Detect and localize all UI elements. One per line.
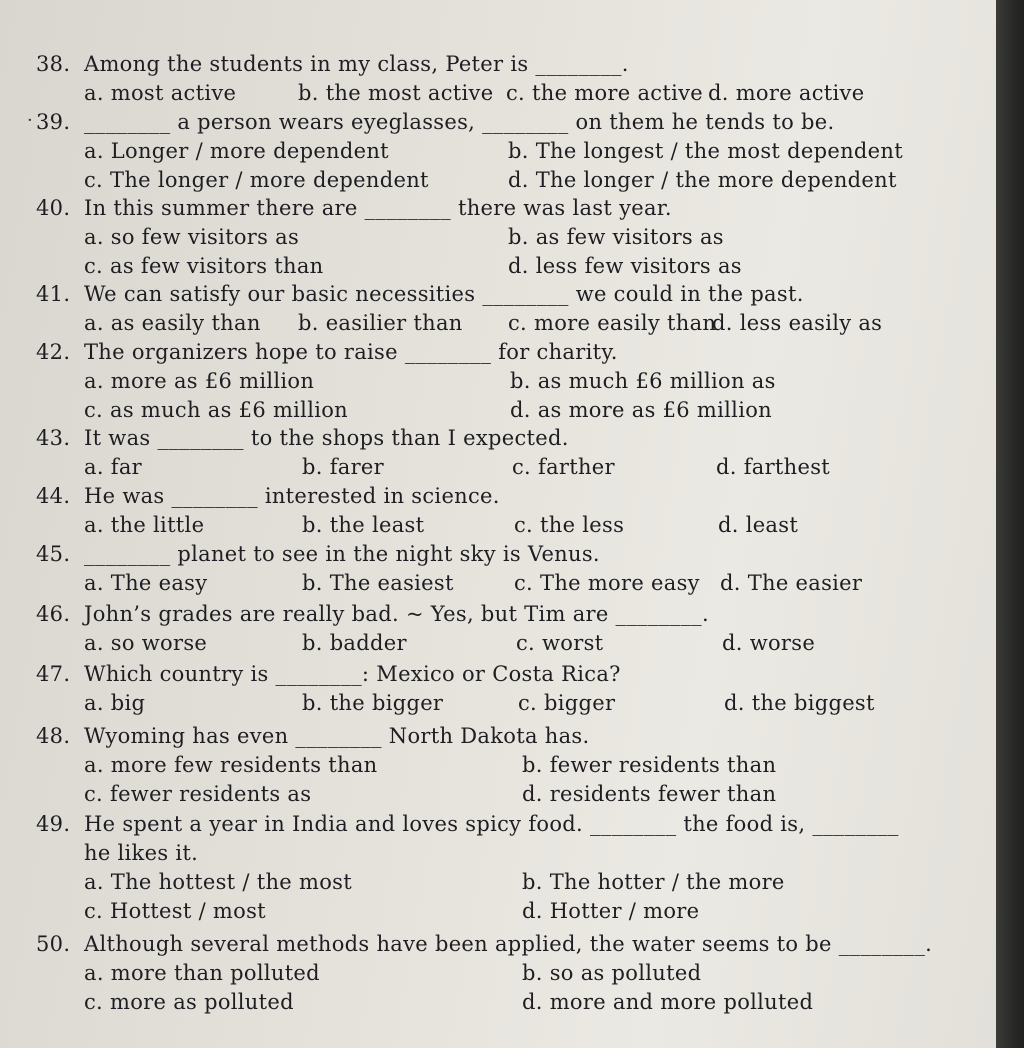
question-stem: We can satisfy our basic necessities ________ we could in the past. [84,282,804,306]
option-c: c. as much as £6 million [84,398,348,422]
option-b: b. the bigger [302,691,444,715]
option-a: a. as easily than [84,311,261,335]
option-a: a. big [84,691,146,715]
question-47 [36,660,956,718]
question-number: 45. [36,542,71,566]
question-stem-continued: he likes it. [84,841,199,865]
option-b: b. so as polluted [522,961,702,985]
question-number: 38. [36,52,71,76]
question-39 [36,108,956,195]
option-a: a. more few residents than [84,753,378,777]
question-number: 40. [36,196,71,220]
option-b: b. the least [302,513,425,537]
option-a: a. The hottest / the most [84,870,352,894]
option-b: b. the most active [298,81,494,105]
option-d: d. more and more polluted [522,990,814,1014]
question-stem: Wyoming has even ________ North Dakota has. [84,724,590,748]
question-number: 43. [36,426,71,450]
option-d: d. The longer / the more dependent [508,168,897,192]
option-a: a. most active [84,81,237,105]
option-b: b. farer [302,455,384,479]
option-c: c. the more active [506,81,704,105]
question-number: 39. [36,110,71,134]
question-number: 50. [36,932,71,956]
question-stem: He spent a year in India and loves spicy food. ________ the food is, ________ [84,812,899,836]
question-44 [36,482,956,540]
option-d: d. Hotter / more [522,899,700,923]
option-a: a. the little [84,513,205,537]
option-b: b. fewer residents than [522,753,777,777]
option-c: c. The more easy [514,571,700,595]
question-number: 49. [36,812,71,836]
question-48 [36,722,956,809]
question-stem: Which country is ________: Mexico or Costa Rica? [84,662,621,686]
option-c: c. as few visitors than [84,254,324,278]
question-41 [36,280,956,338]
question-number: 41. [36,282,71,306]
option-a: a. so worse [84,631,208,655]
question-43 [36,424,956,482]
option-a: a. Longer / more dependent [84,139,389,163]
option-a: a. more as £6 million [84,369,315,393]
option-d: d. farthest [716,455,831,479]
question-38 [36,50,956,108]
question-stem: Although several methods have been applied, the water seems to be ________. [84,932,933,956]
question-stem: Among the students in my class, Peter is ________. [84,52,629,76]
option-b: b. easilier than [298,311,463,335]
question-number: 47. [36,662,71,686]
option-c: c. bigger [518,691,616,715]
option-d: d. residents fewer than [522,782,777,806]
question-49 [36,810,956,926]
question-40 [36,194,956,281]
question-stem: He was ________ interested in science. [84,484,500,508]
option-d: d. less few visitors as [508,254,742,278]
option-a: a. more than polluted [84,961,320,985]
question-stem: In this summer there are ________ there was last year. [84,196,672,220]
option-b: b. as much £6 million as [510,369,776,393]
margin-dot: · [27,110,33,131]
question-stem: ________ a person wears eyeglasses, ________ on them he tends to be. [84,110,835,134]
option-d: d. the biggest [724,691,875,715]
option-d: d. more active [708,81,865,105]
option-b: b. The easiest [302,571,454,595]
question-45 [36,540,956,598]
option-b: b. as few visitors as [508,225,724,249]
option-a: a. The easy [84,571,208,595]
option-a: a. far [84,455,143,479]
question-stem: The organizers hope to raise ________ for charity. [84,340,618,364]
option-c: c. fewer residents as [84,782,312,806]
question-number: 44. [36,484,71,508]
question-number: 48. [36,724,71,748]
option-b: b. The hotter / the more [522,870,785,894]
question-number: 42. [36,340,71,364]
question-50 [36,930,956,1017]
option-c: c. more easily than [508,311,717,335]
question-stem: John’s grades are really bad. ~ Yes, but Tim are ________. [84,602,709,626]
background-edge [996,0,1024,1048]
option-c: c. farther [512,455,615,479]
question-46 [36,600,956,658]
option-b: b. badder [302,631,407,655]
option-d: d. least [718,513,799,537]
option-c: c. worst [516,631,604,655]
question-stem: ________ planet to see in the night sky is Venus. [84,542,600,566]
question-stem: It was ________ to the shops than I expected. [84,426,569,450]
option-a: a. so few visitors as [84,225,300,249]
option-d: d. less easily as [712,311,883,335]
option-d: d. as more as £6 million [510,398,772,422]
option-d: d. The easier [720,571,863,595]
option-d: d. worse [722,631,816,655]
option-b: b. The longest / the most dependent [508,139,903,163]
option-c: c. Hottest / most [84,899,266,923]
option-c: c. the less [514,513,625,537]
question-42 [36,338,956,425]
option-c: c. The longer / more dependent [84,168,429,192]
option-c: c. more as polluted [84,990,294,1014]
question-number: 46. [36,602,71,626]
